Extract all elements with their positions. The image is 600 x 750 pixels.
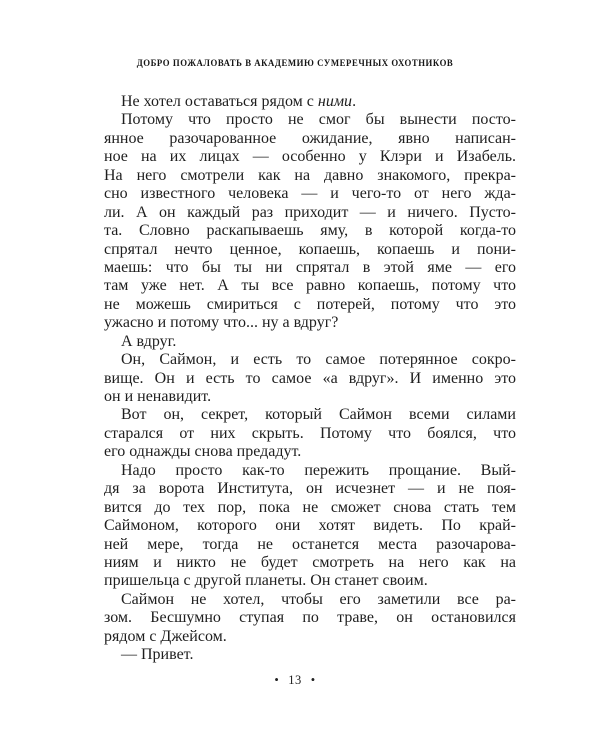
text-line: не можешь смириться с потерей, потому что это xyxy=(104,295,516,313)
text-line: дя за ворота Института, он исчезнет — и не поя- xyxy=(104,480,516,498)
page-number: 13 xyxy=(288,673,302,687)
text-line: ли. А он каждый раз приходит — и ничего. Пусто- xyxy=(104,203,516,221)
text-line: Саймон не хотел, чтобы его заметили все ра- xyxy=(121,590,516,608)
running-header: ДОБРО ПОЖАЛОВАТЬ В АКАДЕМИЮ СУМЕРЕЧНЫХ ОХОТНИКОВ xyxy=(136,59,454,69)
text-line: ней мере, тогда не останется места разочарова- xyxy=(104,535,516,553)
text-line: Надо просто как-то пережить прощание. Вый- xyxy=(121,461,516,479)
text-line: ужасно и потому что... ну а вдруг? xyxy=(104,314,339,332)
page-body xyxy=(104,93,516,665)
text-line: А вдруг. xyxy=(121,332,177,350)
text-line: янное разочарованное ожидание, явно написан- xyxy=(104,129,516,147)
text-line: вище. Он и есть то самое «а вдруг». И именно это xyxy=(104,369,516,387)
text-line: та. Словно раскапываешь яму, в которой когда-то xyxy=(104,222,516,240)
text-line: вится до тех пор, пока не сможет снова стать тем xyxy=(104,498,516,516)
text-line: сно известного человека — и чего-то от него жда- xyxy=(104,185,516,203)
text-line: Вот он, секрет, который Саймон всеми силами xyxy=(121,406,516,424)
text-line: Он, Саймон, и есть то самое потерянное сокро- xyxy=(121,351,516,369)
text-line: его однажды снова предадут. xyxy=(104,443,302,461)
text-line: ное на их лицах — особенно у Клэри и Изабель. xyxy=(104,148,516,166)
page-footer xyxy=(0,673,590,688)
text-line: старался от них скрыть. Потому что боялся, что xyxy=(104,424,516,442)
text-run: . xyxy=(352,93,357,110)
italic-text-run: ними xyxy=(317,93,353,110)
text-run: Не хотел оставаться рядом с xyxy=(121,93,318,110)
text-line: пришельца с другой планеты. Он станет своим. xyxy=(104,572,428,590)
text-line: там уже нет. А ты все равно копаешь, потому что xyxy=(104,277,516,295)
text-line xyxy=(104,93,516,111)
footer-ornament-left: • xyxy=(274,673,280,687)
text-line: Потому что просто не смог бы вынести посто- xyxy=(121,111,516,129)
text-line: спрятал нечто ценное, копаешь, копаешь и пони- xyxy=(104,240,516,258)
text-line: зом. Бесшумно ступая по траве, он остановился xyxy=(104,609,516,627)
text-line: Саймоном, которого они хотят видеть. По край- xyxy=(104,517,516,535)
text-line: маешь: что бы ты ни спрятал в этой яме — его xyxy=(104,258,516,276)
text-line: На него смотрели как на давно знакомого, прекра- xyxy=(104,166,516,184)
text-line: ниям и никто не будет смотреть на него как на xyxy=(104,553,516,571)
text-line: — Привет. xyxy=(121,646,194,664)
text-line: он и ненавидит. xyxy=(104,388,212,405)
text-line: рядом с Джейсом. xyxy=(104,627,227,645)
footer-ornament-right: • xyxy=(310,673,316,687)
